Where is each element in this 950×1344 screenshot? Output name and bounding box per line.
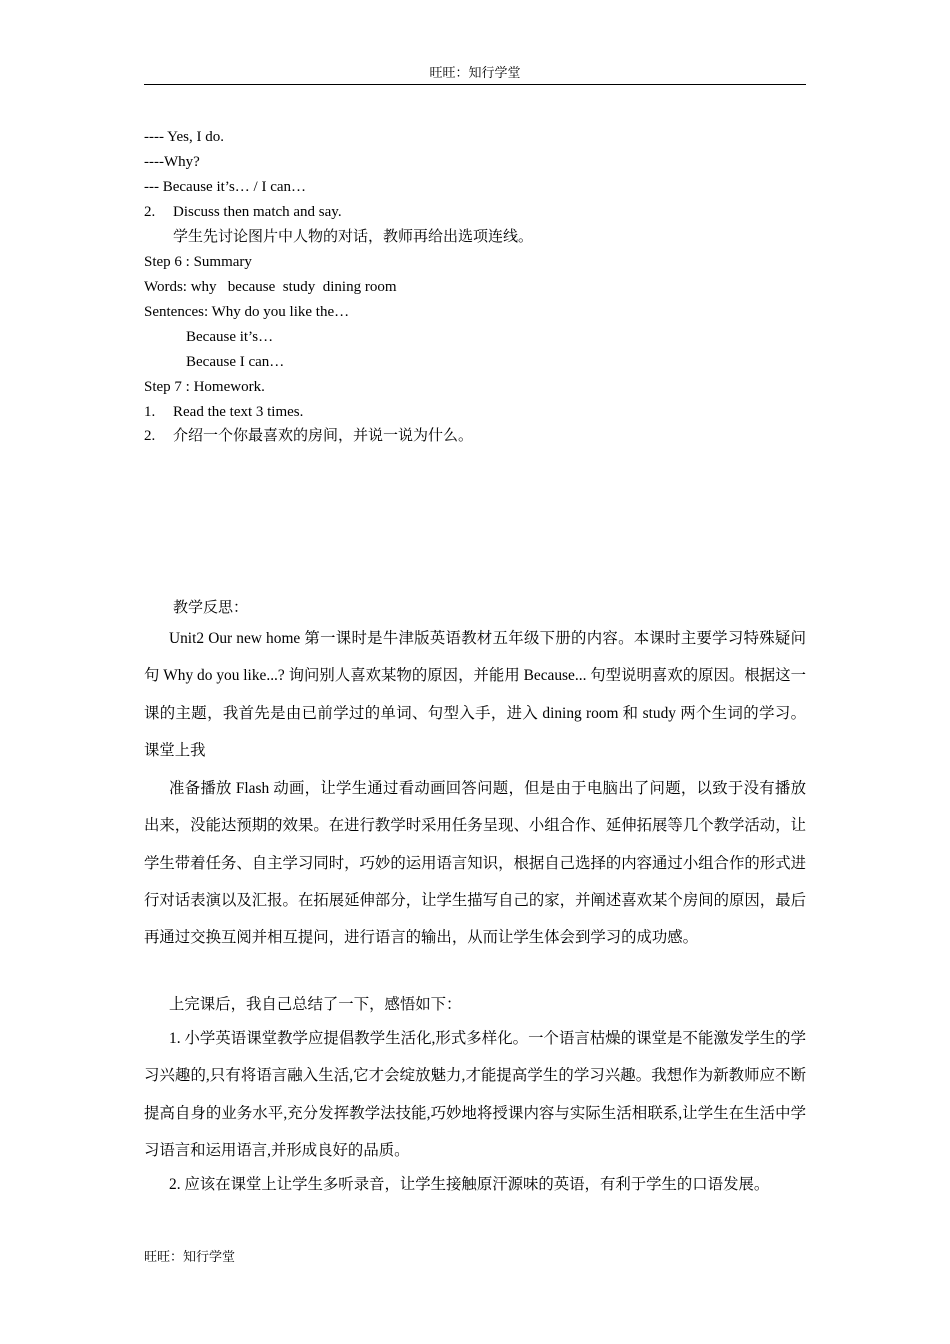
summary-sentences: Sentences: Why do you like the… (144, 304, 350, 320)
dialogue-line-yes: ---- Yes, I do. (144, 129, 224, 145)
item-number: 2. (144, 428, 156, 444)
page-footer: 旺旺：知行学堂 (144, 1249, 236, 1264)
item-text: Discuss then match and say. (173, 204, 342, 220)
item-number: 2. (144, 204, 156, 220)
step-7-heading: Step 7 : Homework. (144, 379, 265, 395)
summary-sentence-because-i-can: Because I can… (186, 354, 285, 370)
discuss-note: 学生先讨论图片中人物的对话，教师再给出选项连线。 (173, 229, 534, 245)
reflection-paragraph-4: 1. 小学英语课堂教学应提倡教学生活化,形式多样化。一个语言枯燥的课堂是不能激发学生的学习兴趣的,只有将语言融入生活,它才会绽放魅力,才能提高学生的学习兴趣。我想作为新教师应不断提高自身的业务水平,充分发挥教学法技能,巧妙地将授课内容与实际生活相联系,让学生在生活中学习语言和运用语言,并形成良好的品质。 (144, 1030, 806, 1159)
dialogue-line-because: --- Because it’s… / I can… (144, 179, 307, 195)
summary-sentence-because-its: Because it’s… (186, 329, 274, 345)
item-text: Read the text 3 times. (173, 404, 304, 420)
reflection-title: 教学反思： (173, 600, 249, 616)
page-header: 旺旺：知行学堂 (144, 62, 806, 85)
reflection-paragraph-1: Unit2 Our new home 第一课时是牛津版英语教材五年级下册的内容。本课时主要学习特殊疑问句 Why do you like...? 询问别人喜欢某物的原因，并能用 Because... 句型说明喜欢的原因。根据这一课的主题，我首先是由已前学过的单词、句型入手，进入 dining room 和 study 两个生词的学习。课堂上我 (144, 630, 806, 759)
reflection-paragraph-5: 2. 应该在课堂上让学生多听录音，让学生接触原汗源味的英语，有利于学生的口语发展。 (169, 1176, 770, 1193)
reflection-paragraph-2: 准备播放 Flash 动画，让学生通过看动画回答问题，但是由于电脑出了问题，以致于没有播放出来，没能达预期的效果。在进行教学时采用任务呈现、小组合作、延伸拓展等几个教学活动，让学生带着任务、自主学习同时，巧妙的运用语言知识，根据自己选择的内容通过小组合作的形式进行对话表演以及汇报。在拓展延伸部分，让学生描写自己的家，并阐述喜欢某个房间的原因，最后再通过交换互阅并相互提问，进行语言的输出，从而让学生体会到学习的成功感。 (144, 780, 806, 947)
step-item-discuss (144, 202, 342, 222)
homework-item-1 (144, 402, 303, 422)
item-number: 1. (144, 404, 156, 420)
homework-item-2 (144, 426, 473, 446)
summary-words: Words: why because study dining room (144, 279, 397, 295)
reflection-paragraph-3: 上完课后，我自己总结了一下，感悟如下： (169, 996, 462, 1013)
step-6-heading: Step 6 : Summary (144, 254, 252, 270)
dialogue-line-why: ----Why? (144, 154, 200, 170)
item-text: 介绍一个你最喜欢的房间，并说一说为什么。 (173, 428, 474, 444)
